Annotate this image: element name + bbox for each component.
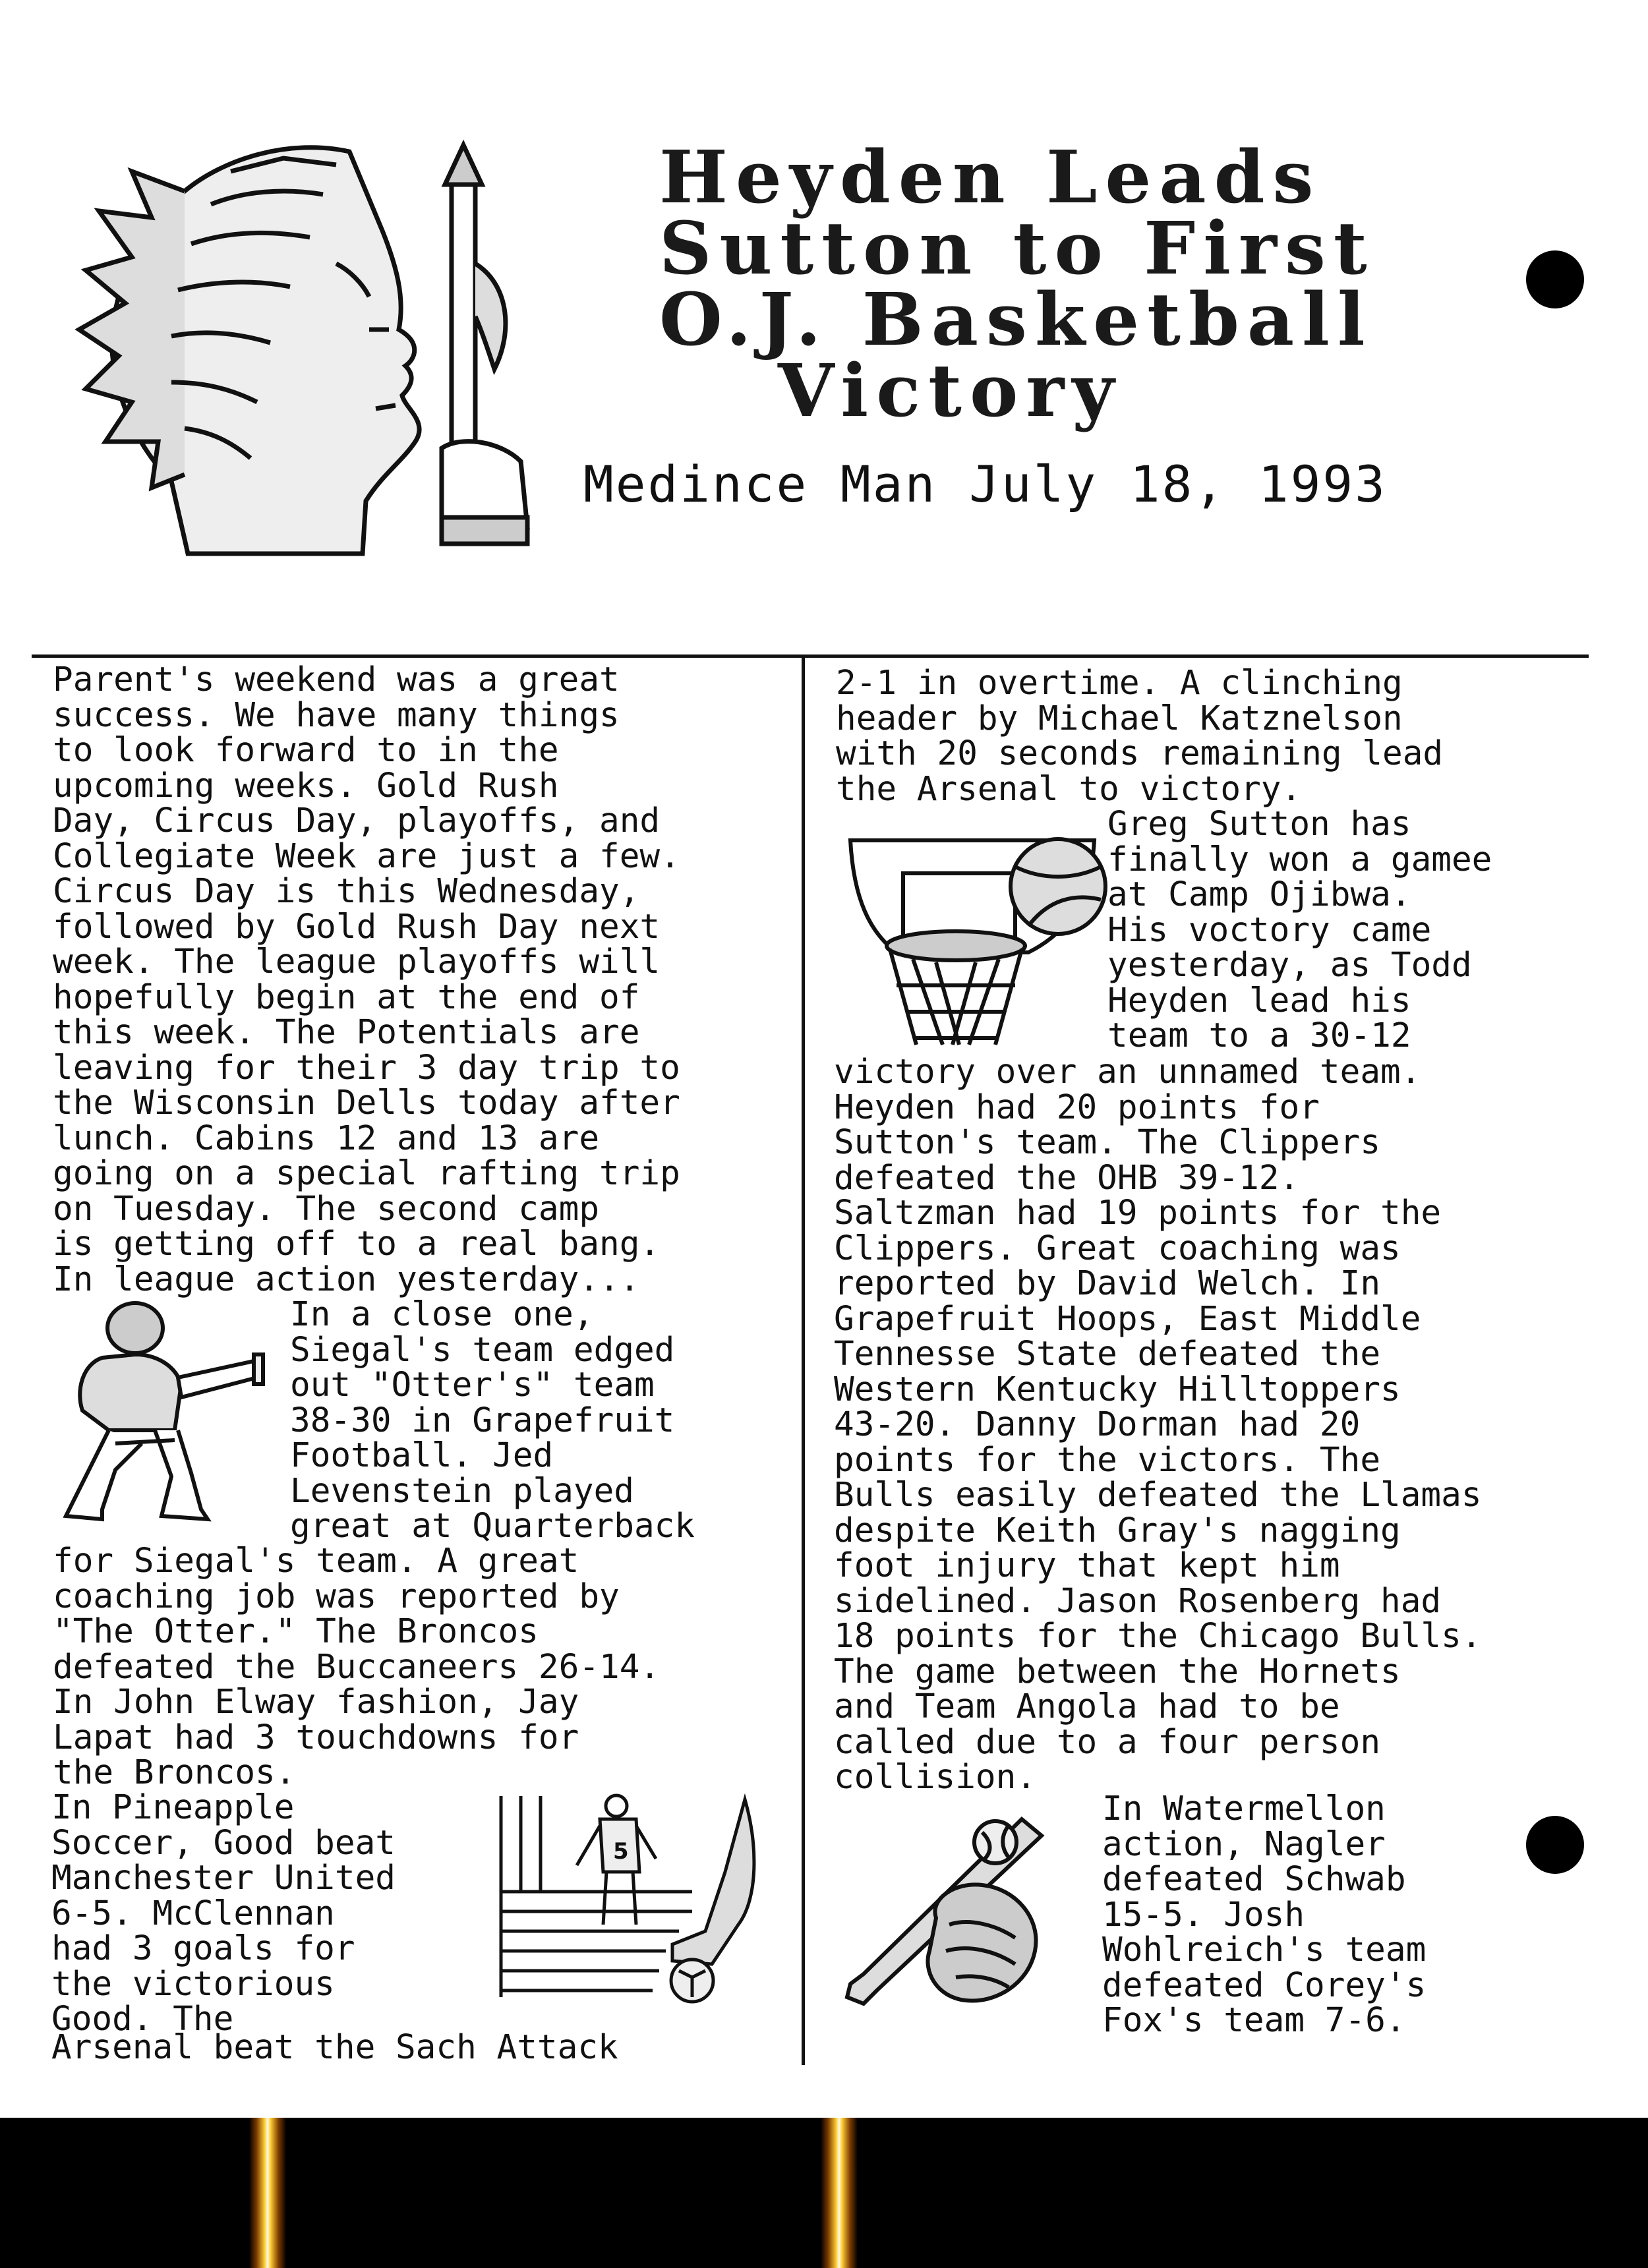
- text-line: Tennesse State defeated the: [834, 1335, 1381, 1374]
- text-line: team to a 30-12: [1107, 1016, 1411, 1055]
- text-line: defeated the OHB 39-12.: [834, 1158, 1300, 1198]
- text-line: sidelined. Jason Rosenberg had: [834, 1581, 1442, 1621]
- text-line: Bulls easily defeated the Llamas: [834, 1476, 1482, 1515]
- text-line: points for the victors. The: [834, 1440, 1381, 1480]
- text-line: Heyden had 20 points for: [834, 1088, 1320, 1127]
- headline-line: Heyden Leads: [659, 134, 1322, 219]
- text-line: called due to a four person: [834, 1722, 1381, 1762]
- text-line: Day, Circus Day, playoffs, and: [53, 801, 661, 840]
- text-line: Saltzman had 19 points for the: [834, 1194, 1442, 1233]
- column-divider: [802, 654, 805, 2065]
- text-line: 2-1 in overtime. A clinching: [836, 664, 1403, 703]
- left-last-line: Arsenal beat the Sach Attack: [51, 2028, 618, 2067]
- text-line: Sutton's team. The Clippers: [834, 1123, 1381, 1162]
- baseball-wrap-text: [1102, 1791, 1426, 2039]
- soccer-wrap-text: [51, 1790, 396, 2037]
- text-line: Good. The: [51, 2000, 234, 2039]
- text-line: coaching job was reported by: [53, 1577, 620, 1616]
- text-line: Clippers. Great coaching was: [834, 1229, 1401, 1268]
- text-line: with 20 seconds remaining lead: [836, 734, 1444, 773]
- binder-hole-bottom: [1526, 1816, 1584, 1874]
- text-line: 15-5. Josh: [1102, 1895, 1305, 1934]
- text-line: Lapat had 3 touchdowns for: [53, 1718, 579, 1757]
- text-line: to look forward to in the: [53, 731, 559, 770]
- dateline: Medince Man July 18, 1993: [583, 455, 1387, 513]
- text-line: Manchester United: [51, 1859, 396, 1898]
- text-line: week. The league playoffs will: [53, 943, 661, 981]
- text-line: In John Elway fashion, Jay: [53, 1683, 579, 1722]
- jersey-number: 5: [613, 1838, 629, 1865]
- text-line: defeated Schwab: [1102, 1860, 1406, 1899]
- text-line: going on a special rafting trip: [53, 1154, 680, 1193]
- baseball-bat-glove-illustration: [824, 1806, 1101, 2017]
- right-paragraph-2: [834, 1055, 1482, 1795]
- headline-line: O.J. Basketball: [659, 277, 1373, 362]
- text-line: the victorious: [51, 1964, 335, 2004]
- football-wrap-text: [290, 1297, 695, 1544]
- text-line: Western Kentucky Hilltoppers: [834, 1370, 1401, 1409]
- right-paragraph-1: [836, 666, 1443, 807]
- headline: [659, 134, 1417, 433]
- text-line: Levenstein played: [290, 1471, 634, 1511]
- football-player-illustration: [56, 1298, 280, 1529]
- text-line: the Broncos.: [53, 1753, 296, 1792]
- text-line: 38-30 in Grapefruit: [290, 1401, 675, 1440]
- text-line: on Tuesday. The second camp: [53, 1189, 600, 1229]
- text-line: defeated Corey's: [1102, 1965, 1427, 2005]
- text-line: the Wisconsin Dells today after: [53, 1084, 680, 1122]
- text-line: Parent's weekend was a great: [53, 660, 620, 699]
- text-line: victory over an unnamed team.: [834, 1053, 1421, 1091]
- text-line: for Siegal's team. A great: [53, 1542, 579, 1581]
- text-line: Grapefruit Hoops, East Middle: [834, 1299, 1421, 1339]
- text-line: 18 points for the Chicago Bulls.: [834, 1617, 1482, 1656]
- text-line: Circus Day is this Wednesday,: [53, 872, 640, 911]
- text-line: out "Otter's" team: [290, 1366, 655, 1405]
- text-line: In a close one,: [290, 1295, 594, 1334]
- text-line: Fox's team 7-6.: [1102, 2001, 1406, 2040]
- scanner-glare-right: [821, 2118, 858, 2268]
- text-line: and Team Angola had to be: [834, 1687, 1340, 1726]
- text-line: finally won a gamee: [1107, 840, 1492, 879]
- text-line: In Watermellon: [1102, 1789, 1386, 1828]
- text-line: Wohlreich's team: [1102, 1931, 1427, 1969]
- text-line: His voctory came: [1107, 910, 1432, 950]
- text-line: despite Keith Gray's nagging: [834, 1511, 1401, 1550]
- headline-line: Sutton to First: [659, 206, 1375, 291]
- text-line: at Camp Ojibwa.: [1107, 875, 1411, 914]
- text-line: great at Quarterback: [290, 1507, 695, 1546]
- text-line: header by Michael Katznelson: [836, 699, 1403, 738]
- text-line: hopefully begin at the end of: [53, 977, 640, 1017]
- horizontal-rule: [32, 654, 1589, 658]
- text-line: "The Otter." The Broncos: [53, 1612, 539, 1651]
- text-line: Heyden lead his: [1107, 981, 1411, 1020]
- text-line: leaving for their 3 day trip to: [53, 1048, 680, 1088]
- text-line: Soccer, Good beat: [51, 1823, 396, 1863]
- text-line: collision.: [834, 1758, 1037, 1797]
- text-line: In league action yesterday...: [53, 1260, 640, 1299]
- basketball-wrap-text: [1107, 807, 1492, 1054]
- left-paragraph-2: [53, 1544, 660, 1791]
- soccer-player-illustration: [494, 1793, 784, 2004]
- left-paragraph-1: [53, 662, 680, 1297]
- text-line: foot injury that kept him: [834, 1546, 1340, 1585]
- text-line: is getting off to a real bang.: [53, 1225, 661, 1264]
- text-line: success. We have many things: [53, 695, 620, 735]
- headline-line: Victory: [778, 348, 1123, 433]
- text-line: Football. Jed: [290, 1436, 554, 1475]
- text-line: lunch. Cabins 12 and 13 are: [53, 1119, 600, 1158]
- text-line: 43-20. Danny Dorman had 20: [834, 1405, 1361, 1444]
- text-line: had 3 goals for: [51, 1929, 355, 1968]
- text-line: the Arsenal to victory.: [836, 769, 1302, 809]
- mascot-chief-illustration: [73, 132, 547, 560]
- text-line: upcoming weeks. Gold Rush: [53, 766, 559, 805]
- text-line: In Pineapple: [51, 1788, 295, 1827]
- text-line: 6-5. McClennan: [51, 1894, 335, 1933]
- scanner-glare-left: [249, 2118, 286, 2268]
- text-line: defeated the Buccaneers 26-14.: [53, 1647, 661, 1687]
- text-line: Collegiate Week are just a few.: [53, 836, 680, 876]
- text-line: Greg Sutton has: [1107, 805, 1411, 844]
- text-line: Siegal's team edged: [290, 1330, 675, 1370]
- text-line: followed by Gold Rush Day next: [53, 907, 661, 946]
- text-line: action, Nagler: [1102, 1824, 1386, 1864]
- text-line: this week. The Potentials are: [53, 1013, 640, 1052]
- text-line: reported by David Welch. In: [834, 1264, 1381, 1303]
- basketball-hoop-illustration: [831, 834, 1107, 1051]
- text-line: The game between the Hornets: [834, 1652, 1401, 1691]
- binder-hole-top: [1526, 250, 1584, 308]
- text-line: yesterday, as Todd: [1107, 946, 1472, 985]
